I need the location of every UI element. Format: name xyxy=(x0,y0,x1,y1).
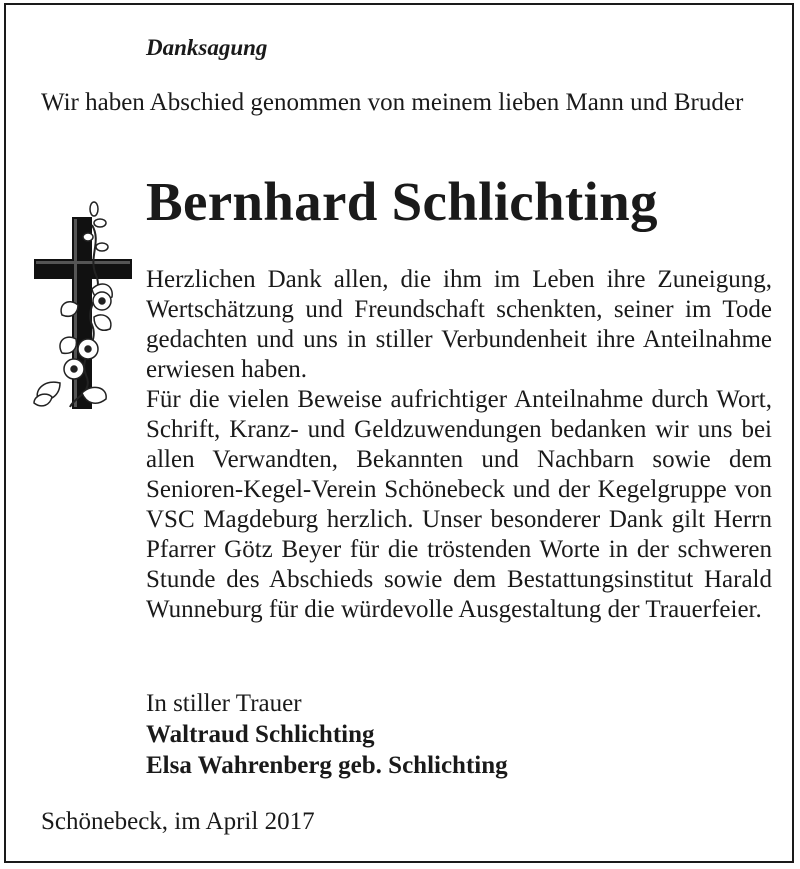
notice-frame xyxy=(4,3,794,863)
mourning-label: In stiller Trauer xyxy=(146,690,302,717)
place-date: Schönebeck, im April 2017 xyxy=(41,808,315,835)
intro-text: Wir haben Abschied genommen von meinem lieben Mann und Bruder xyxy=(41,89,744,116)
thanks-paragraph: Herzlichen Dank allen, die ihm im Leben ihre Zuneigung, Wertschätzung und Freundschaft schenkten, seiner im Tode gedachten und uns in stiller Verbundenheit ihre Anteilnahme erwiesen haben. xyxy=(146,266,772,383)
mourning-block xyxy=(146,688,508,781)
deceased-name: Bernhard Schlichting xyxy=(146,171,658,232)
cross-with-flowers-icon xyxy=(30,197,134,412)
signer-name: Elsa Wahrenberg geb. Schlichting xyxy=(146,752,508,779)
thanks-paragraph: Für die vielen Beweise aufrichtiger Anteilnahme durch Wort, Schrift, Kranz- und Geldzuwendungen bedanken wir uns bei allen Verwandten, Bekannten und Nachbarn sowie dem Senioren-Kegel-Verein Schönebeck und der Kegelgruppe von VSC Magdeburg herzlich. Unser besonderer Dank gilt Herrn Pfarrer Götz Beyer für die tröstenden Worte in der schweren Stunde des Abschieds sowie dem Bestattungsinstitut Harald Wunneburg für die würdevolle Ausgestaltung der Trauerfeier. xyxy=(146,386,772,623)
thanks-text xyxy=(146,265,772,625)
notice-heading: Danksagung xyxy=(146,35,268,60)
signer-name: Waltraud Schlichting xyxy=(146,721,375,748)
